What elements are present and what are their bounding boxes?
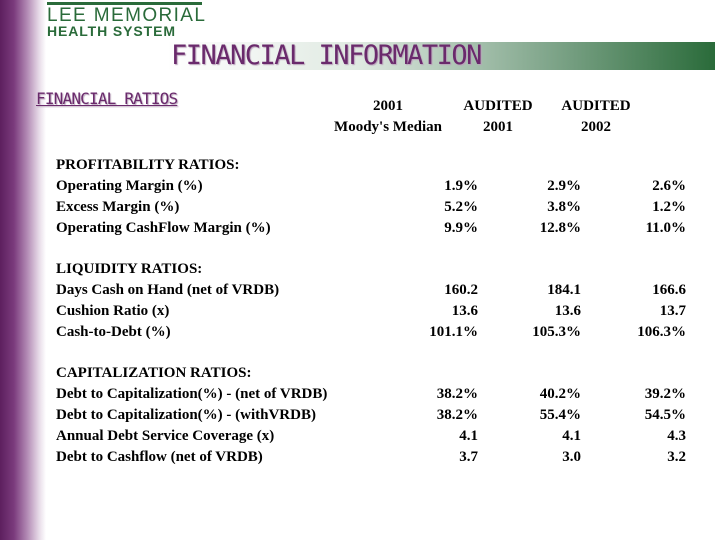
value-2001: 55.4% xyxy=(539,407,581,423)
column-header-line1: 2001 xyxy=(373,98,403,114)
value-2001: 105.3% xyxy=(532,324,581,340)
section-spacer xyxy=(56,343,656,363)
column-header-line1: AUDITED xyxy=(561,98,631,114)
value-2002: 106.3% xyxy=(637,324,686,340)
row-label: Days Cash on Hand (net of VRDB) xyxy=(56,282,280,298)
value-2001: 3.0 xyxy=(562,449,581,465)
value-2001: 184.1 xyxy=(547,282,581,298)
value-2002: 4.3 xyxy=(667,428,686,444)
column-header-line2: Moody's Median xyxy=(334,119,442,135)
value-2002: 1.2% xyxy=(652,199,686,215)
row-label: Cushion Ratio (x) xyxy=(56,303,170,319)
value-2002: 11.0% xyxy=(645,220,686,236)
table-row xyxy=(56,301,686,322)
logo-text-bottom: HEALTH SYSTEM xyxy=(47,23,176,39)
column-header-moodys xyxy=(328,96,448,138)
table-row xyxy=(56,447,686,468)
table-row xyxy=(56,384,686,405)
value-2002: 39.2% xyxy=(644,386,686,402)
page-title: FINANCIAL INFORMATION xyxy=(171,40,481,71)
column-header-line2: 2002 xyxy=(581,119,611,135)
value-moodys: 5.2% xyxy=(444,199,478,215)
table-row xyxy=(56,176,686,197)
value-2002: 13.7 xyxy=(659,303,686,319)
table-row xyxy=(56,280,686,301)
value-2002: 2.6% xyxy=(652,178,686,194)
value-moodys: 160.2 xyxy=(444,282,478,298)
column-header-audited-2001 xyxy=(453,96,543,138)
value-2001: 12.8% xyxy=(539,220,581,236)
ratios-table xyxy=(56,155,686,468)
section-title-liquidity xyxy=(56,259,656,280)
row-label: Debt to Cashflow (net of VRDB) xyxy=(56,449,263,465)
value-moodys: 38.2% xyxy=(436,386,478,402)
value-2001: 13.6 xyxy=(554,303,581,319)
value-moodys: 101.1% xyxy=(429,324,478,340)
value-moodys: 38.2% xyxy=(436,407,478,423)
column-header-line2: 2001 xyxy=(483,119,513,135)
value-2001: 40.2% xyxy=(539,386,581,402)
row-label: Operating Margin (%) xyxy=(56,178,203,194)
value-moodys: 9.9% xyxy=(444,220,478,236)
value-moodys: 4.1 xyxy=(459,428,478,444)
value-moodys: 13.6 xyxy=(451,303,478,319)
table-row xyxy=(56,218,686,239)
row-label: Cash-to-Debt (%) xyxy=(56,324,171,340)
section-heading: CAPITALIZATION RATIOS: xyxy=(56,365,252,381)
section-heading: LIQUIDITY RATIOS: xyxy=(56,261,203,277)
value-moodys: 1.9% xyxy=(444,178,478,194)
row-label: Operating CashFlow Margin (%) xyxy=(56,220,271,236)
row-label: Annual Debt Service Coverage (x) xyxy=(56,428,275,444)
value-2001: 3.8% xyxy=(547,199,581,215)
section-subtitle: FINANCIAL RATIOS xyxy=(36,89,178,108)
value-2002: 3.2 xyxy=(667,449,686,465)
value-2002: 166.6 xyxy=(652,282,686,298)
column-header-audited-2002 xyxy=(551,96,641,138)
row-label: Debt to Capitalization(%) - (withVRDB) xyxy=(56,407,316,423)
row-label: Debt to Capitalization(%) - (net of VRDB) xyxy=(56,386,328,402)
table-row xyxy=(56,322,686,343)
row-label: Excess Margin (%) xyxy=(56,199,180,215)
column-header-line1: AUDITED xyxy=(463,98,533,114)
table-row xyxy=(56,405,686,426)
value-2001: 4.1 xyxy=(562,428,581,444)
section-spacer xyxy=(56,239,656,259)
logo-text-top: LEE MEMORIAL xyxy=(47,5,207,26)
section-title-profitability xyxy=(56,155,656,176)
value-2001: 2.9% xyxy=(547,178,581,194)
value-2002: 54.5% xyxy=(644,407,686,423)
value-moodys: 3.7 xyxy=(459,449,478,465)
section-title-capitalization xyxy=(56,363,656,384)
section-heading: PROFITABILITY RATIOS: xyxy=(56,157,240,173)
side-gradient-bar xyxy=(0,0,46,540)
table-row xyxy=(56,197,686,218)
table-row xyxy=(56,426,686,447)
